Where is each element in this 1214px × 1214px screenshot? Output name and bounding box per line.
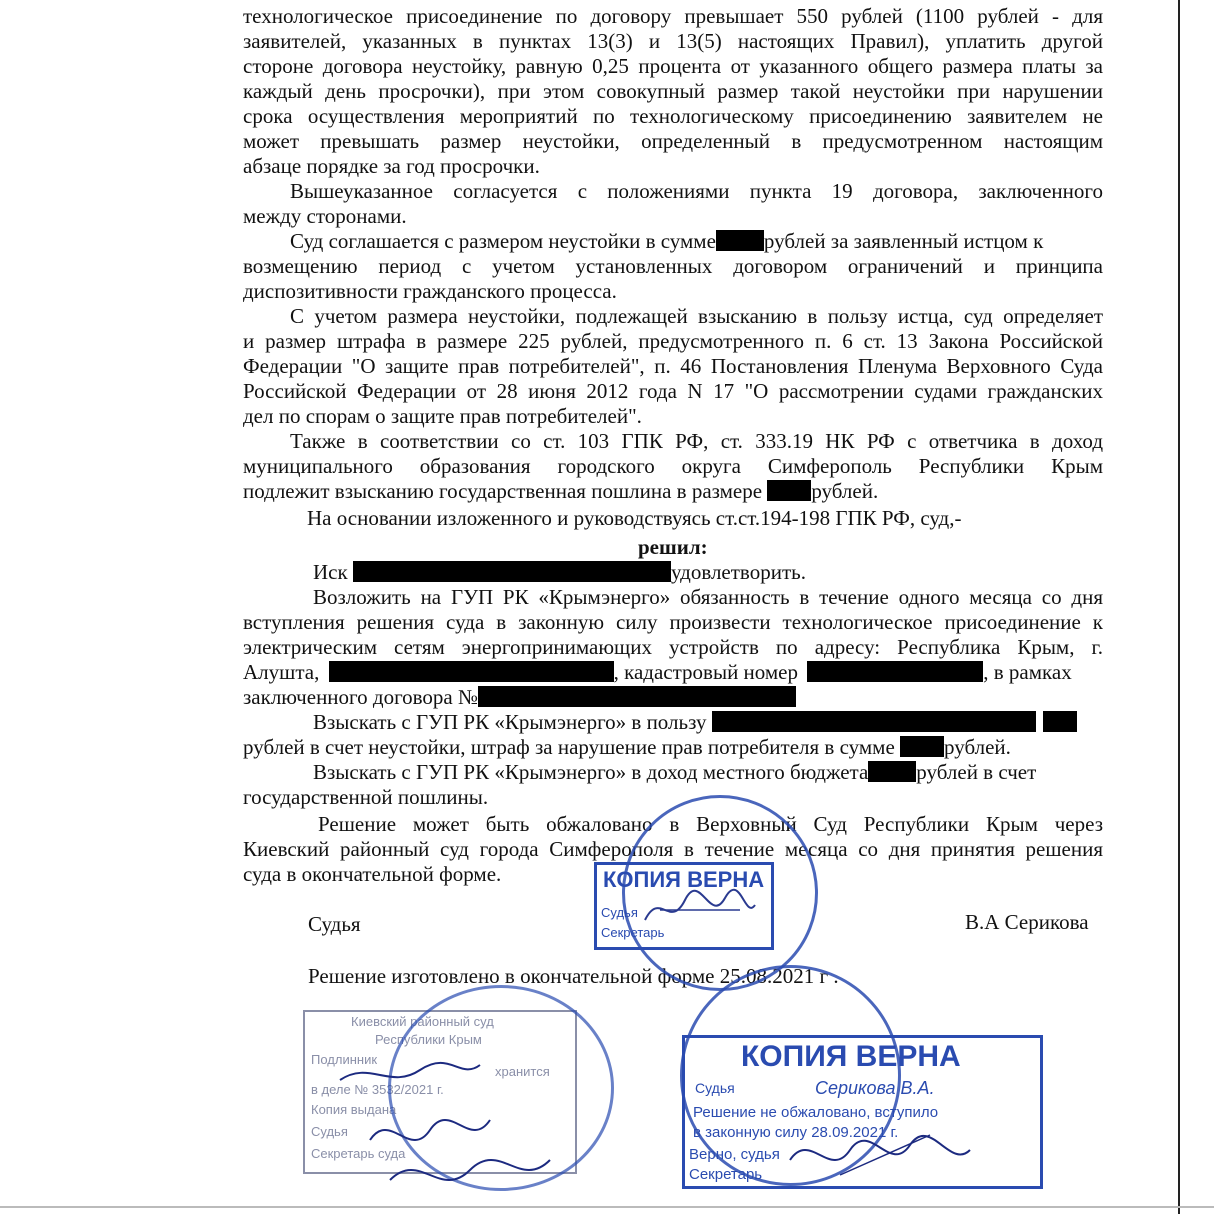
- stamp-secretary: Секретарь суда: [311, 1146, 406, 1161]
- text-fragment: Алушта,: [243, 660, 320, 684]
- text-line: Киевский районный суд города Симферополя в течение месяца со дня принятия решения: [243, 837, 1103, 861]
- stamp-republic: Республики Крым: [375, 1032, 482, 1047]
- page-bottom-edge: [0, 1206, 1214, 1208]
- text-fragment: Взыскать с ГУП РК «Крымэнерго» в доход местного бюджета: [313, 760, 869, 784]
- text-line: [313, 760, 1103, 785]
- judge-label: Судья: [308, 912, 361, 936]
- stamp-stored: хранится: [495, 1064, 550, 1079]
- text-line: [243, 660, 1103, 685]
- text-line: суда в окончательной форме.: [243, 862, 502, 886]
- text-fragment: , в рамках: [983, 660, 1072, 684]
- text-fragment: удовлетворить.: [670, 560, 806, 584]
- text-fragment: , кадастровый номер: [613, 660, 799, 684]
- stamp-original: Подлинник: [311, 1052, 378, 1067]
- text-line: срока осуществления мероприятий по технологическому присоединению заявителем не: [243, 104, 1103, 128]
- stamp-secretary-label: Секретарь: [689, 1166, 763, 1183]
- text-line: Вышеуказанное согласуется с положениями пункта 19 договора, заключенного: [290, 179, 1103, 203]
- stamp-copy-issued: Копия выдана: [311, 1102, 397, 1117]
- text-fragment: рублей.: [811, 479, 879, 503]
- text-fragment: подлежит взысканию государственная пошлина в размере: [243, 479, 763, 503]
- text-line: электрическим сетям энергопринимающих устройств по адресу: Республика Крым, г.: [243, 635, 1103, 659]
- text-line: и размер штрафа в размере 225 рублей, предусмотренного п. 6 ст. 13 Закона Российской: [243, 329, 1103, 353]
- text-line: возмещению период с учетом установленных договором ограничений и принципа: [243, 254, 1103, 278]
- redaction-box: [716, 230, 764, 251]
- redaction-box: [1043, 711, 1077, 732]
- redaction-box: [712, 711, 1036, 732]
- text-line: [243, 735, 1103, 760]
- stamp-judge-label: Судья: [601, 905, 638, 920]
- text-fragment: рублей за заявленный истцом к: [763, 229, 1044, 253]
- judge-name: В.А Серикова: [965, 910, 1089, 934]
- final-form-date: Решение изготовлено в окончательной форме 25.08.2021 г .: [308, 964, 839, 988]
- text-line: Возложить на ГУП РК «Крымэнерго» обязанность в течение одного месяца со дня: [313, 585, 1103, 609]
- stamp-judge-label: Судья: [695, 1080, 735, 1096]
- text-line: дел по спорам о защите прав потребителей".: [243, 404, 642, 428]
- text-line: [243, 685, 1103, 710]
- redaction-box: [807, 661, 983, 682]
- text-line: диспозитивности гражданского процесса.: [243, 279, 617, 303]
- redaction-box: [900, 736, 944, 757]
- text-line: муниципального образования городского округа Симферополь Республики Крым: [243, 454, 1103, 478]
- text-line: между сторонами.: [243, 204, 407, 228]
- stamp-true-judge: Верно, судья: [689, 1146, 780, 1163]
- page-right-edge: [1178, 0, 1180, 1214]
- copy-verna-title: КОПИЯ ВЕРНА: [603, 867, 765, 892]
- text-fragment: заключенного договора №: [243, 685, 479, 709]
- decision-heading: решил:: [638, 535, 708, 559]
- stamp-court-name: Киевский районный суд: [351, 1014, 494, 1029]
- text-line: С учетом размера неустойки, подлежащей взысканию в пользу истца, суд определяет: [290, 304, 1103, 328]
- stamp-case-number: в деле № 3532/2021 г.: [311, 1082, 444, 1097]
- text-line: стороне договора неустойку, равную 0,25 процента от указанного общего размера платы за: [243, 54, 1103, 78]
- text-line: абзаце порядке за год просрочки.: [243, 154, 540, 178]
- text-line: может превышать размер неустойки, определенный в предусмотренном настоящим: [243, 129, 1103, 153]
- text-fragment: рублей в счет неустойки, штраф за нарушение прав потребителя в сумме: [243, 735, 895, 759]
- text-fragment: рублей.: [944, 735, 1011, 759]
- text-line: [313, 560, 1103, 585]
- text-fragment: рублей в счет: [916, 760, 1037, 784]
- text-line: каждый день просрочки), при этом совокупный размер такой неустойки при нарушении: [243, 79, 1103, 103]
- text-line: [290, 229, 1103, 254]
- stamp-secretary-label: Секретарь: [601, 925, 665, 940]
- text-line: технологическое присоединение по договору превышает 550 рублей (1100 рублей - для: [243, 4, 1103, 28]
- text-line: вступления решения суда в законную силу произвести технологическое присоединение к: [243, 610, 1103, 634]
- redaction-box: [767, 480, 811, 501]
- redaction-box: [478, 686, 796, 707]
- text-line: заявителей, указанных в пунктах 13(3) и 13(5) настоящих Правил), уплатить другой: [243, 29, 1103, 53]
- stamp-legal-force: в законную силу 28.09.2021 г.: [693, 1124, 899, 1141]
- copy-verna-title: КОПИЯ ВЕРНА: [741, 1040, 961, 1073]
- signature-icon: [330, 1050, 570, 1210]
- redaction-box: [353, 561, 671, 582]
- text-line: Федерации "О защите прав потребителей", п. 46 Постановления Пленума Верховного Суда: [243, 354, 1103, 378]
- text-line: государственной пошлины.: [243, 785, 489, 809]
- stamp-not-appealed: Решение не обжаловано, вступило: [693, 1104, 939, 1121]
- text-line: [313, 710, 1103, 735]
- text-line: Российской Федерации от 28 июня 2012 года N 17 "О рассмотрении судами гражданских: [243, 379, 1103, 403]
- stamp-judge: Судья: [311, 1124, 348, 1139]
- text-line: [243, 479, 1103, 504]
- text-line: Решение может быть обжаловано в Верховный Суд Республики Крым через: [318, 812, 1103, 836]
- text-line: На основании изложенного и руководствуясь ст.ст.194-198 ГПК РФ, суд,-: [307, 506, 962, 530]
- redaction-box: [868, 761, 916, 782]
- text-fragment: Взыскать с ГУП РК «Крымэнерго» в пользу: [313, 710, 707, 734]
- signature-icon: [640, 880, 760, 940]
- text-line: Также в соответствии со ст. 103 ГПК РФ, ст. 333.19 НК РФ с ответчика в доход: [290, 429, 1103, 453]
- text-fragment: Иск: [313, 560, 348, 584]
- redaction-box: [329, 661, 614, 682]
- signature-icon: [780, 1120, 980, 1190]
- text-fragment: Суд соглашается с размером неустойки в сумме: [290, 229, 716, 253]
- stamp-judge-signature-name: Серикова В.А.: [815, 1078, 935, 1098]
